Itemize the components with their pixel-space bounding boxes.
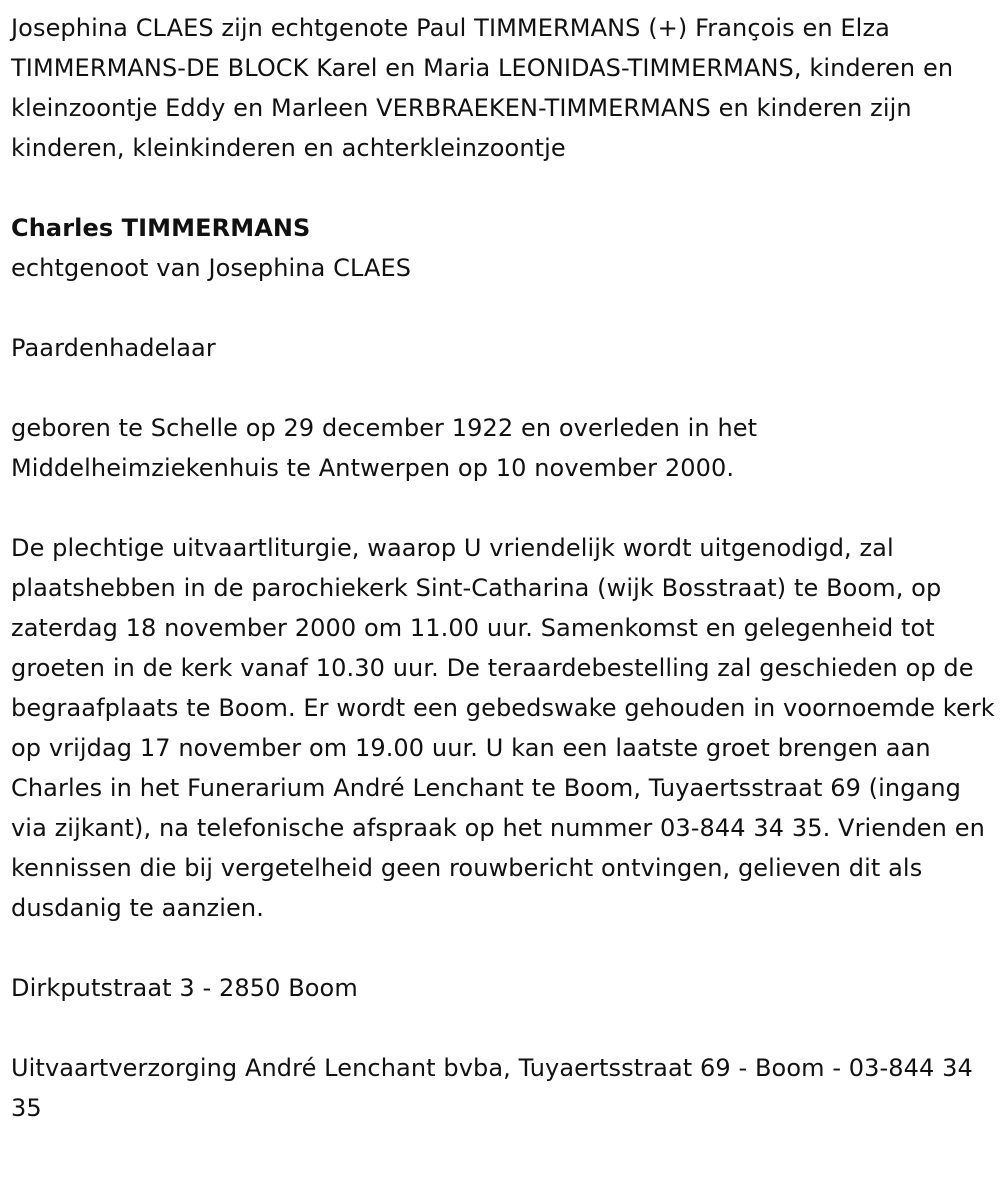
family-announcement: Josephina CLAES zijn echtgenote Paul TIMMERMANS (+) François en Elza TIMMERMANS-DE BLOCK Karel en Maria LEONIDAS-TIMMERMANS, kinderen en kleinzoontje Eddy en Marleen VERBRAEKEN-TIMMERMANS en kinderen zijn kinderen, kleinkinderen en achterkleinzoontje (11, 14, 954, 162)
spacer (11, 288, 996, 328)
spouse-line: echtgenoot van Josephina CLAES (11, 254, 412, 282)
spacer (11, 1008, 996, 1048)
ceremony-details: De plechtige uitvaartliturgie, waarop U vriendelijk wordt uitgenodigd, zal plaatshebben in de parochiekerk Sint-Catharina (wijk Bosstraat) te Boom, op zaterdag 18 november 2000 om 11.00 uur. Samenkomst en gelegenheid tot groeten in de kerk vanaf 10.30 uur. De teraardebestelling zal geschieden op de begraafplaats te Boom. Er wordt een gebedswake gehouden in voornoemde kerk op vrijdag 17 november om 19.00 uur. U kan een laatste groet brengen aan Charles in het Funerarium André Lenchant te Boom, Tuyaertsstraat 69 (ingang via zijkant), na telefonische afspraak op het nummer 03-844 34 35. Vrienden en kennissen die bij vergetelheid geen rouwbericht ontvingen, gelieven dit als dusdanig te aanzien. (11, 534, 995, 922)
spacer (11, 168, 996, 208)
funeral-director: Uitvaartverzorging André Lenchant bvba, Tuyaertsstraat 69 - Boom - 03-844 34 35 (11, 1054, 973, 1122)
occupation: Paardenhadelaar (11, 334, 216, 362)
spacer (11, 368, 996, 408)
spacer (11, 928, 996, 968)
deceased-name: Charles TIMMERMANS (11, 214, 311, 242)
spacer (11, 488, 996, 528)
home-address: Dirkputstraat 3 - 2850 Boom (11, 974, 358, 1002)
birth-death-details: geboren te Schelle op 29 december 1922 en overleden in het Middelheimziekenhuis te Antwerpen op 10 november 2000. (11, 414, 758, 482)
death-notice (11, 8, 996, 1128)
